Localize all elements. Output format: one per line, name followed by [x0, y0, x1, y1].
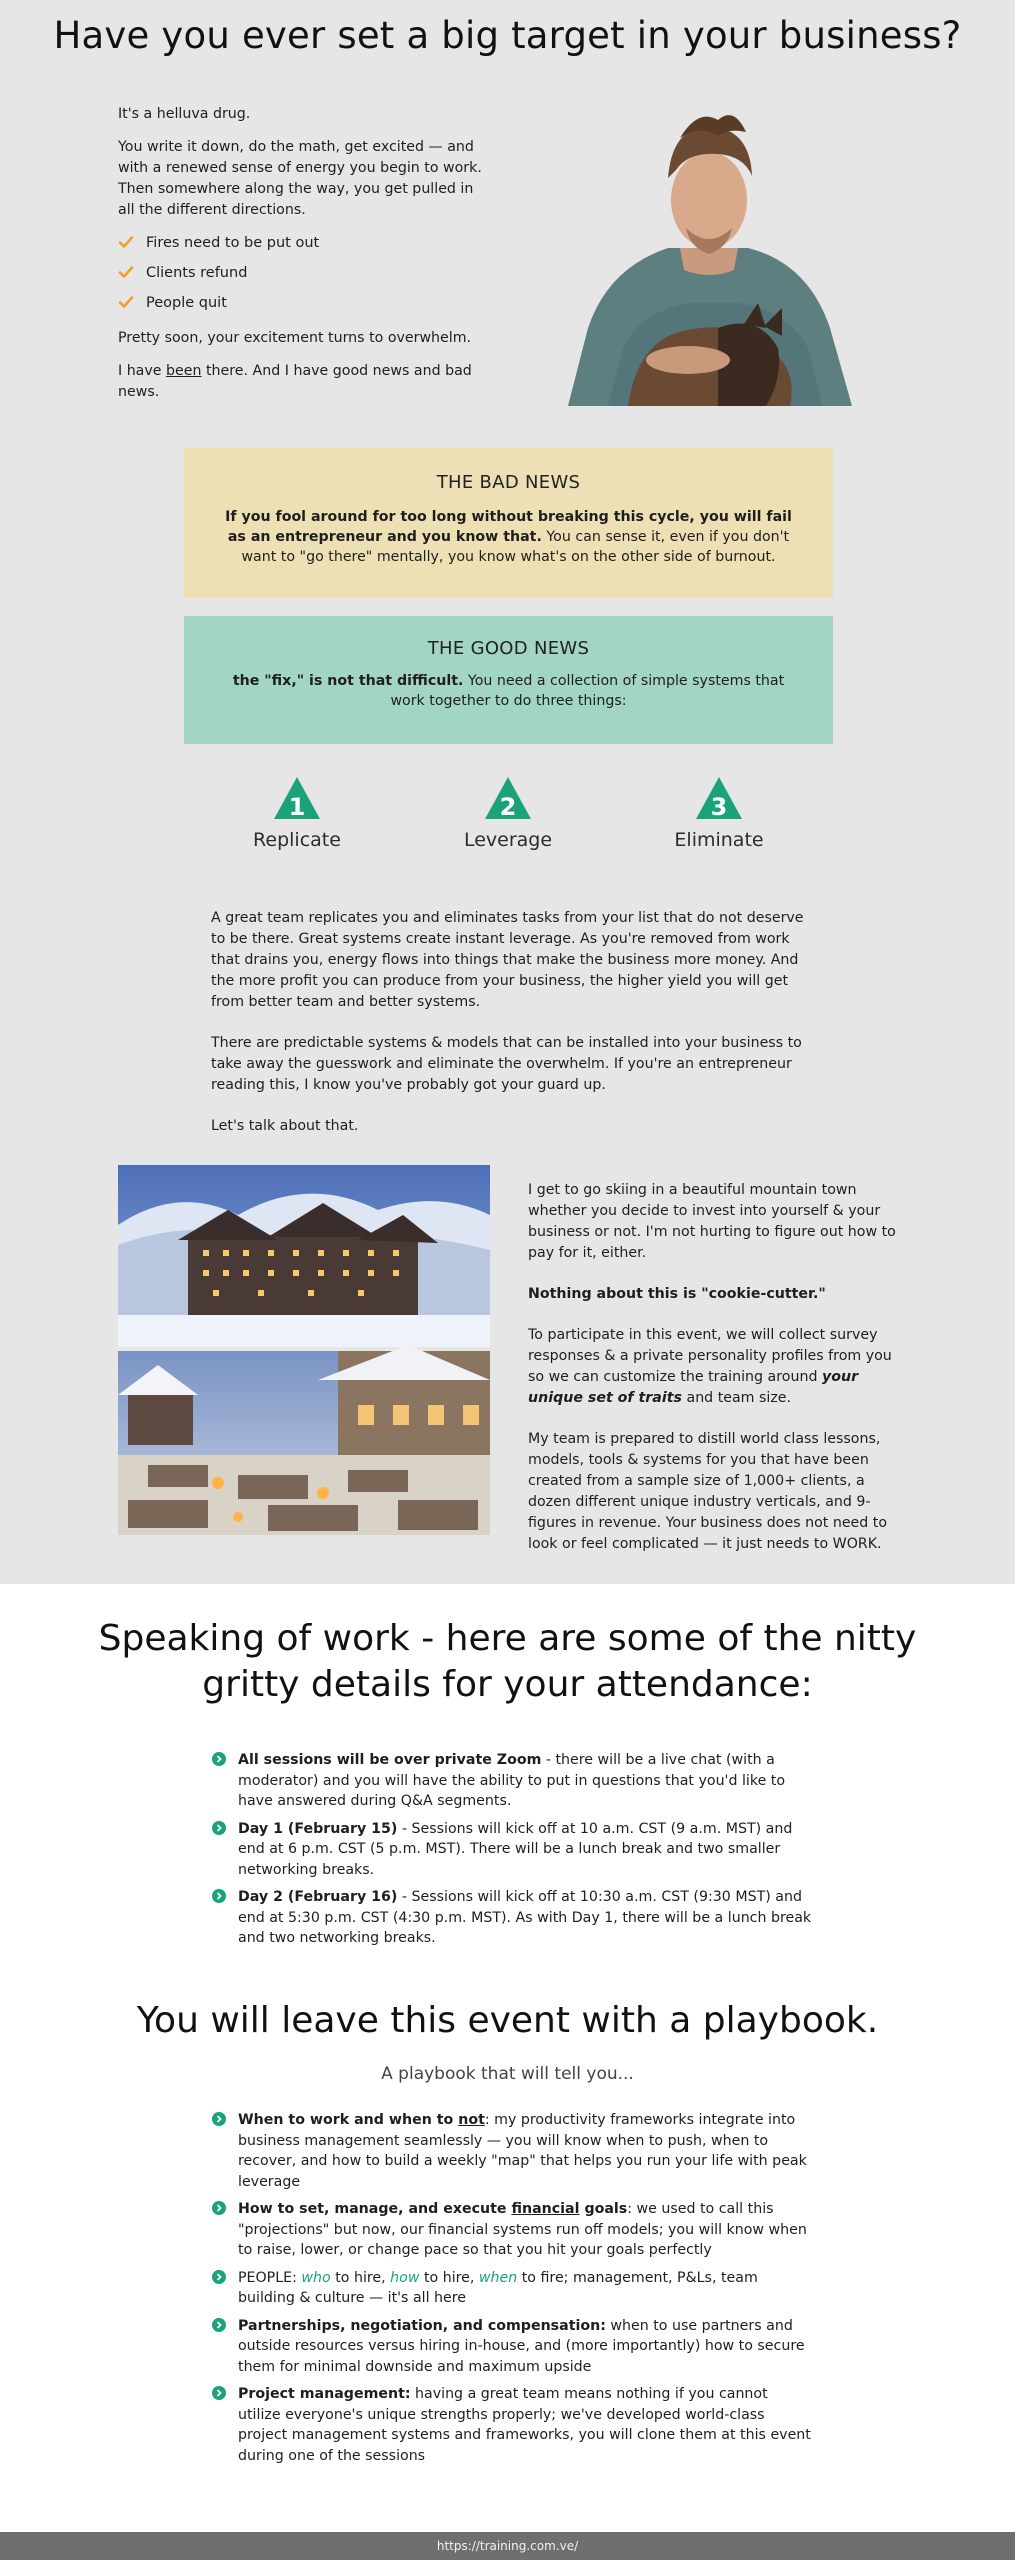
chevron-circle-icon: [212, 2201, 226, 2215]
chevron-circle-icon: [212, 2386, 226, 2400]
ski-paragraph: My team is prepared to distill world class lessons, models, tools & systems for you that have been created from a sample size of 1,000+ clients, a dozen different unique industry verticals, and 9-figures in revenue. Your business does not need to look or feel complicated — it just needs to WORK.: [528, 1431, 888, 1552]
playbook-subtitle: A playbook that will tell you...: [381, 2064, 634, 2084]
bad-news-box: [184, 448, 833, 598]
step-label: Eliminate: [674, 829, 764, 851]
bad-news-text: If you fool around for too long without breaking this cycle, you will fail as an entrepreneur and you know that. You can sense it, even if you don't want to "go there" mentally, you know what's on the other side of burnout.: [225, 509, 792, 565]
chevron-circle-icon: [212, 2112, 226, 2126]
triangle-number-icon: [694, 775, 744, 821]
chevron-circle-icon: [212, 2270, 226, 2284]
hero-portrait-photo: [568, 98, 852, 406]
svg-text:3: 3: [710, 793, 728, 821]
svg-text:1: 1: [288, 793, 306, 821]
step-leverage: [408, 775, 608, 851]
intro-text: [118, 104, 488, 415]
body-paragraph: A great team replicates you and eliminates tasks from your list that do not deserve to be there. Great systems create instant leverage. As you're removed from work that drains you, energy flows into things that make the business more money. And the more profit you can produce from your business, the higher yield you will get from better team and better systems.: [211, 910, 804, 1010]
intro-line-3: Pretty soon, your excitement turns to overwhelm.: [118, 330, 472, 346]
body-text: [211, 908, 811, 1157]
checkmark-icon: [118, 264, 134, 280]
check-item: People quit: [118, 293, 488, 314]
details-title: Speaking of work - here are some of the nitty gritty details for your attendance:: [98, 1618, 917, 1705]
playbook-title: You will leave this event with a playbook.: [136, 2000, 879, 2041]
list-item: Project management: having a great team means nothing if you cannot utilize everyone's unique strengths properly; we've developed world-class project management systems and frameworks, you will clone them at this event during one of the sessions: [212, 2384, 812, 2466]
good-news-text: the "fix," is not that difficult. You need a collection of simple systems that work together to do three things:: [232, 673, 785, 709]
chevron-circle-icon: [212, 1821, 226, 1835]
ski-paragraph: I get to go skiing in a beautiful mountain town whether you decide to invest into yourself & your business or not. I'm not hurting to figure out how to pay for it, either.: [528, 1182, 896, 1261]
list-item: Day 2 (February 16) - Sessions will kick off at 10:30 a.m. CST (9:30 MST) and end at 5:30 p.m. CST (4:30 p.m. MST). As with Day 1, there will be a lunch break and two networking breaks.: [212, 1887, 812, 1949]
list-item: How to set, manage, and execute financial goals: we used to call this "projections" but now, our financial systems run off models; you will know when to raise, lower, or change pace so that you hit your goals perfectly: [212, 2199, 812, 2261]
check-list: [118, 233, 488, 314]
bad-news-title: THE BAD NEWS: [436, 472, 581, 493]
svg-text:2: 2: [499, 793, 517, 821]
list-item: PEOPLE: who to hire, how to hire, when to fire; management, P&Ls, team building & culture — it's all here: [212, 2268, 812, 2309]
step-label: Replicate: [253, 829, 341, 851]
good-news-box: [184, 616, 833, 744]
ski-paragraph: Nothing about this is "cookie-cutter.": [528, 1286, 826, 1302]
list-item: Day 1 (February 15) - Sessions will kick off at 10 a.m. CST (9 a.m. MST) and end at 6 p.m. CST (5 p.m. MST). There will be a lunch break and two smaller networking breaks.: [212, 1819, 812, 1881]
hero-title: Have you ever set a big target in your business?: [53, 14, 962, 57]
playbook-list: [212, 2110, 812, 2473]
step-replicate: [197, 775, 397, 851]
intro-line-4: I have been there. And I have good news and bad news.: [118, 363, 472, 400]
triangle-number-icon: [483, 775, 533, 821]
chevron-circle-icon: [212, 2318, 226, 2332]
check-item: Fires need to be put out: [118, 233, 488, 254]
body-paragraph: Let's talk about that.: [211, 1118, 359, 1134]
good-news-title: THE GOOD NEWS: [427, 638, 590, 659]
triangle-number-icon: [272, 775, 322, 821]
check-item: Clients refund: [118, 263, 488, 284]
intro-line-1: It's a helluva drug.: [118, 106, 251, 122]
body-paragraph: There are predictable systems & models that can be installed into your business to take away the guesswork and eliminate the overwhelm. If you're an entrepreneur reading this, I know you've probably got your guard up.: [211, 1035, 802, 1093]
details-list: [212, 1750, 812, 1956]
footer-url[interactable]: https://training.com.ve/: [436, 2539, 579, 2553]
checkmark-icon: [118, 234, 134, 250]
chevron-circle-icon: [212, 1889, 226, 1903]
step-label: Leverage: [463, 829, 553, 851]
intro-line-2: You write it down, do the math, get excited — and with a renewed sense of energy you begin to work. Then somewhere along the way, you get pulled in all the different directions.: [118, 139, 482, 218]
list-item: When to work and when to not: my productivity frameworks integrate into business management seamlessly — you will know when to push, when to recover, and how to build a weekly "map" that helps you run your life with peak leverage: [212, 2110, 812, 2192]
checkmark-icon: [118, 294, 134, 310]
list-item: All sessions will be over private Zoom - there will be a live chat (with a moderator) and you will have the ability to put in questions that you'd like to have answered during Q&A segments.: [212, 1750, 812, 1812]
footer-url-bar: [0, 2532, 1015, 2560]
list-item: Partnerships, negotiation, and compensation: when to use partners and outside resources versus hiring in-house, and (more importantly) how to secure them for minimal downside and maximum upside: [212, 2316, 812, 2378]
ski-paragraph: To participate in this event, we will collect survey responses & a private personality profiles from you so we can customize the training around your unique set of traits and team size.: [528, 1327, 892, 1406]
ski-text: [528, 1180, 898, 1575]
chevron-circle-icon: [212, 1752, 226, 1766]
step-eliminate: [619, 775, 819, 851]
ski-resort-photo: [118, 1165, 490, 1535]
